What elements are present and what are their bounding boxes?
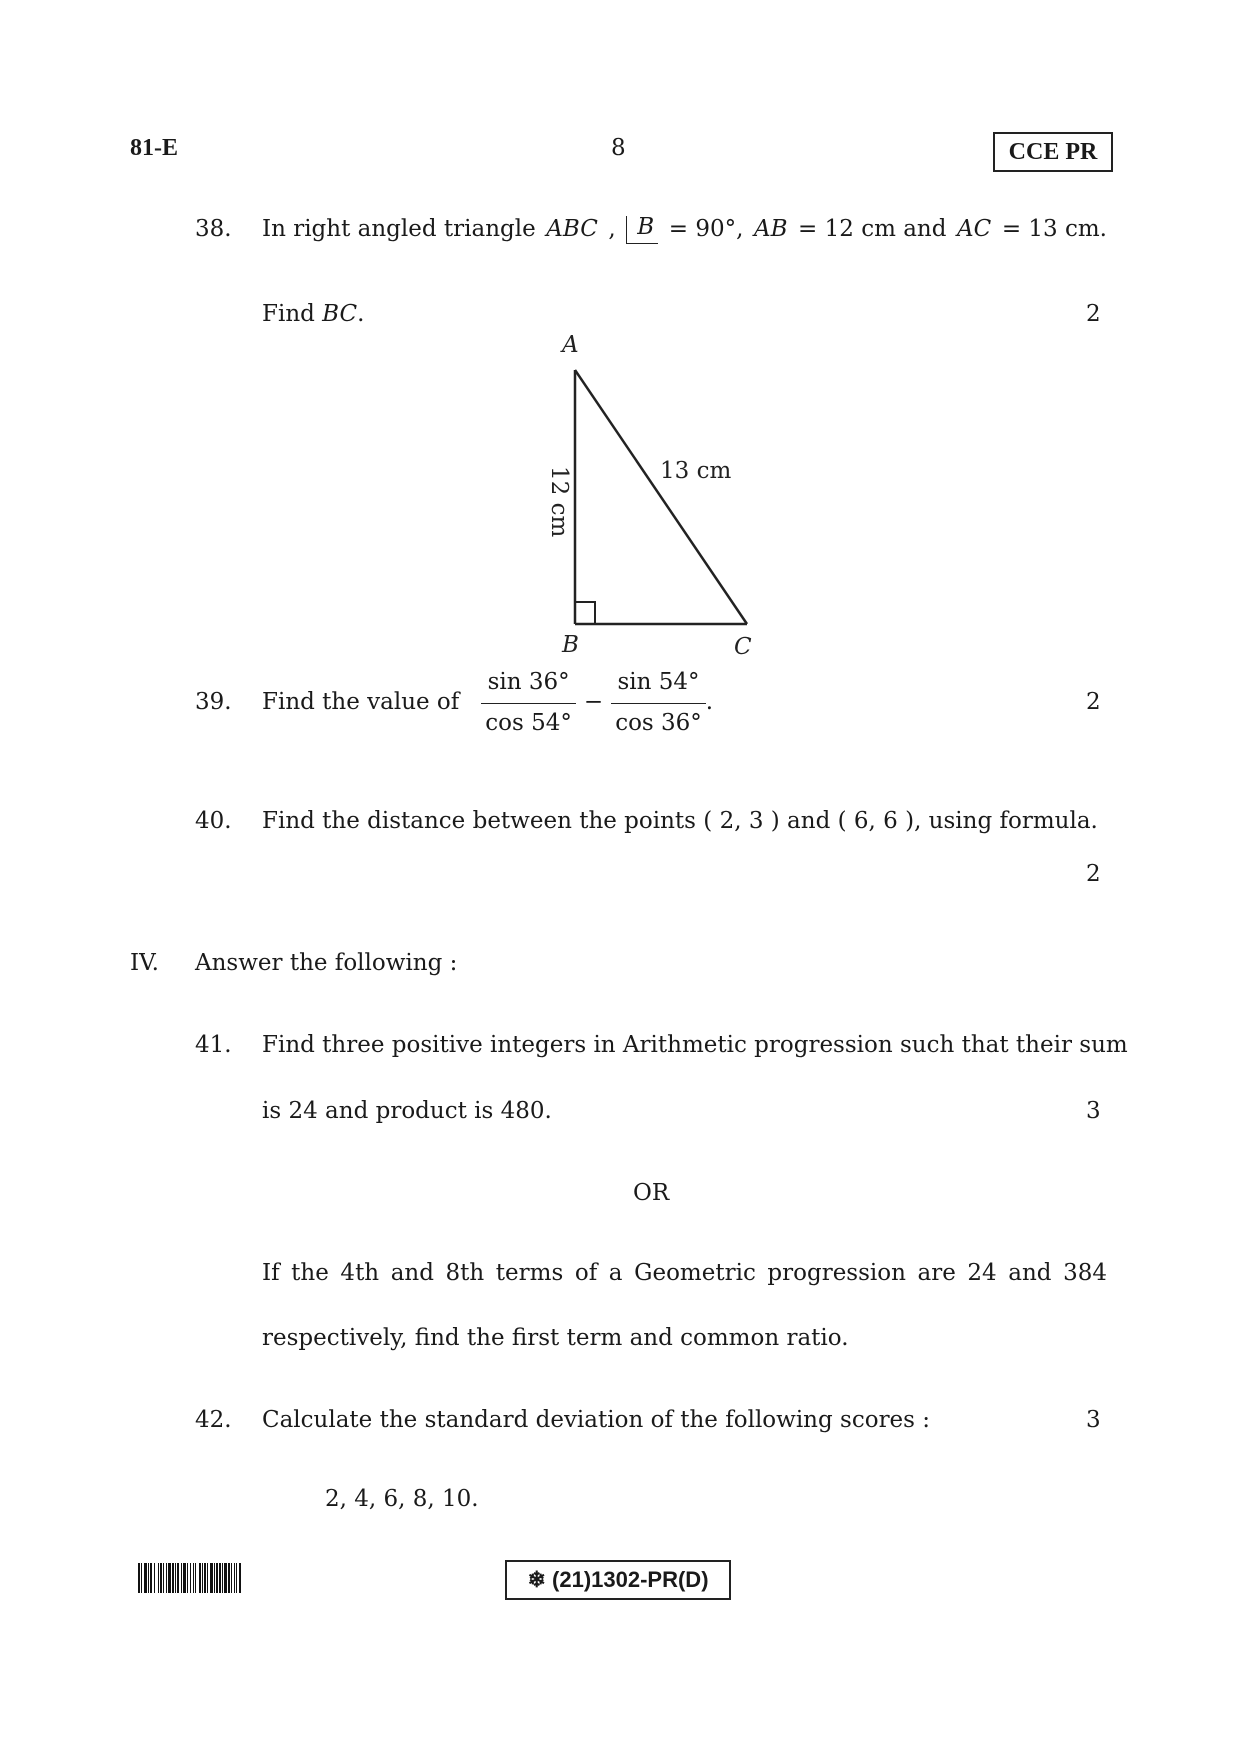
q38-text-part: , [608,216,616,242]
triangle-figure [520,330,780,660]
vertex-b-label: B [562,632,579,658]
q38-text-part: = 90°, [668,216,744,242]
side-ac [575,370,747,624]
marks-42: 3 [1086,1407,1101,1433]
q38-var-ac: AC [957,216,992,242]
fraction-numerator: sin 36° [481,669,576,704]
q38-var-ab: AB [753,216,788,242]
question-number-41: 41. [195,1032,232,1058]
section-title: Answer the following : [195,950,458,976]
paper-code: 81-E [130,135,178,161]
series-box: CCE PR [993,132,1113,172]
label-ac-length: 13 cm [660,458,732,484]
marks-40: 2 [1086,861,1101,887]
barcode [138,1563,368,1593]
vertex-c-label: C [734,634,752,660]
question-41-alt-line2: respectively, find the first term and common ratio. [262,1325,849,1351]
q38-var-bc: BC [322,301,358,327]
fraction-denominator: cos 54° [485,709,572,736]
angle-symbol-b: B [626,216,658,244]
q38-find-text: Find [262,301,323,327]
vertex-a-label: A [562,332,579,358]
page-number: 8 [611,135,626,161]
footer-code-box [505,1560,731,1600]
question-42-text: Calculate the standard deviation of the following scores : [262,1407,931,1433]
section-numeral: IV. [130,950,159,976]
label-ab-length: 12 cm [546,466,572,538]
q39-period: . [705,689,714,716]
q38-var-abc: ABC [546,216,598,242]
question-number-42: 42. [195,1407,232,1433]
q38-period: . [357,301,365,327]
footer-code: (21)1302-PR(D) [552,1567,709,1592]
or-separator: OR [633,1180,670,1206]
question-40-text: Find the distance between the points ( 2, 3 ) and ( 6, 6 ), using formula. [262,808,1098,834]
right-angle-marker [575,602,595,624]
fraction-numerator: sin 54° [611,669,706,704]
question-39-text [262,661,713,745]
minus-sign: − [583,689,604,716]
marks-39: 2 [1086,689,1101,715]
barcode-stripe [241,1563,242,1593]
marks-38: 2 [1086,301,1101,327]
fraction-sin54-cos36 [611,669,706,737]
q38-text-part: In right angled triangle [262,216,536,242]
fraction-denominator: cos 36° [615,709,702,736]
question-number-39: 39. [195,689,232,715]
question-number-38: 38. [195,216,232,242]
question-41-line2: is 24 and product is 480. [262,1098,552,1124]
snowflake-icon: ❄ [527,1567,546,1592]
question-41-line1: Find three positive integers in Arithmetic progression such that their sum [262,1032,1128,1058]
marks-41: 3 [1086,1098,1101,1124]
fraction-sin36-cos54 [481,669,576,737]
q38-text-part: = 13 cm. [1001,216,1107,242]
q38-text-part: = 12 cm and [798,216,947,242]
q39-prefix: Find the value of [262,689,460,716]
question-38-line2 [262,301,364,329]
question-number-40: 40. [195,808,232,834]
question-41-alt-line1: If the 4th and 8th terms of a Geometric progression are 24 and 384 [262,1260,1107,1286]
question-42-scores: 2, 4, 6, 8, 10. [325,1486,479,1512]
question-38-text [262,216,1107,244]
